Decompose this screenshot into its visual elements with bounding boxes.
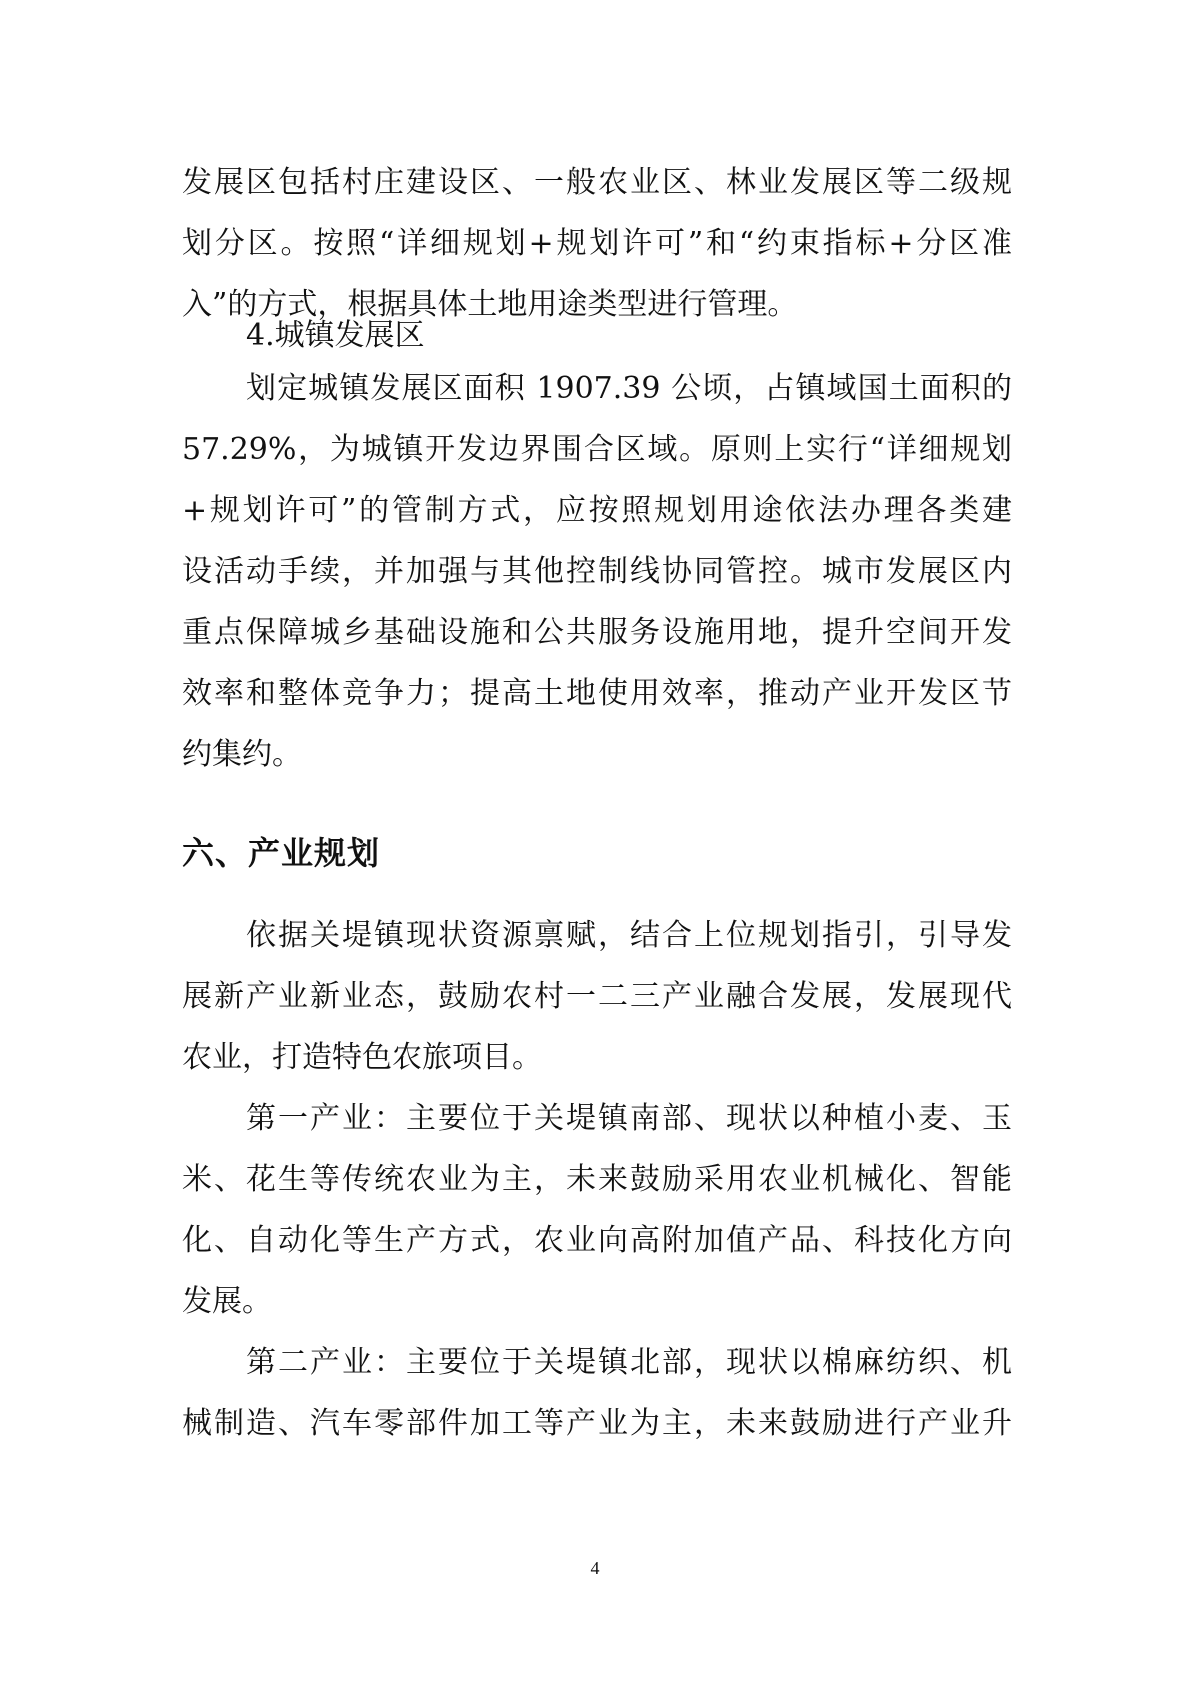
paragraph-line: 发展。 — [182, 1284, 272, 1319]
paragraph-line: 展新产业新业态，鼓励农村一二三产业融合发展，发展现代 — [182, 979, 1012, 1014]
paragraph-line: 设活动手续，并加强与其他控制线协同管控。城市发展区内 — [182, 554, 1012, 589]
paragraph-line: 第二产业：主要位于关堤镇北部，现状以棉麻纺织、机 — [246, 1345, 1012, 1380]
paragraph-line: 发展区包括村庄建设区、一般农业区、林业发展区等二级规 — [182, 165, 1012, 200]
paragraph-line: 第一产业：主要位于关堤镇南部、现状以种植小麦、玉 — [246, 1101, 1012, 1136]
paragraph-line: 效率和整体竞争力；提高土地使用效率，推动产业开发区节 — [182, 676, 1012, 711]
paragraph-line: 入”的方式，根据具体土地用途类型进行管理。 — [182, 287, 798, 322]
paragraph-line: 划定城镇发展区面积 1907.39 公顷，占镇域国土面积的 — [246, 371, 1012, 406]
paragraph-line: 57.29%，为城镇开发边界围合区域。原则上实行“详细规划 — [182, 432, 1012, 467]
paragraph-primary-industry — [182, 1088, 1012, 1332]
page-number: 4 — [590, 1558, 600, 1578]
paragraph-line: +规划许可”的管制方式，应按照规划用途依法办理各类建 — [182, 493, 1012, 528]
paragraph-line: 化、自动化等生产方式，农业向高附加值产品、科技化方向 — [182, 1223, 1012, 1258]
paragraph-line: 依据关堤镇现状资源禀赋，结合上位规划指引，引导发 — [246, 918, 1012, 953]
paragraph-line: 重点保障城乡基础设施和公共服务设施用地，提升空间开发 — [182, 615, 1012, 650]
subheading-text: 4.城镇发展区 — [246, 318, 425, 353]
paragraph-line: 米、花生等传统农业为主，未来鼓励采用农业机械化、智能 — [182, 1162, 1012, 1197]
section-heading: 六、产业规划 — [182, 834, 381, 872]
paragraph-line: 划分区。按照“详细规划+规划许可”和“约束指标+分区准 — [182, 226, 1012, 261]
subheading-urban-zone — [182, 305, 1012, 366]
paragraph-secondary-industry — [182, 1332, 1012, 1454]
paragraph-line: 农业，打造特色农旅项目。 — [182, 1040, 542, 1075]
paragraph-line: 约集约。 — [182, 737, 302, 772]
paragraph-line: 械制造、汽车零部件加工等产业为主，未来鼓励进行产业升 — [182, 1406, 1012, 1441]
paragraph-urban-zone — [182, 358, 1012, 785]
paragraph-industry-intro — [182, 905, 1012, 1088]
